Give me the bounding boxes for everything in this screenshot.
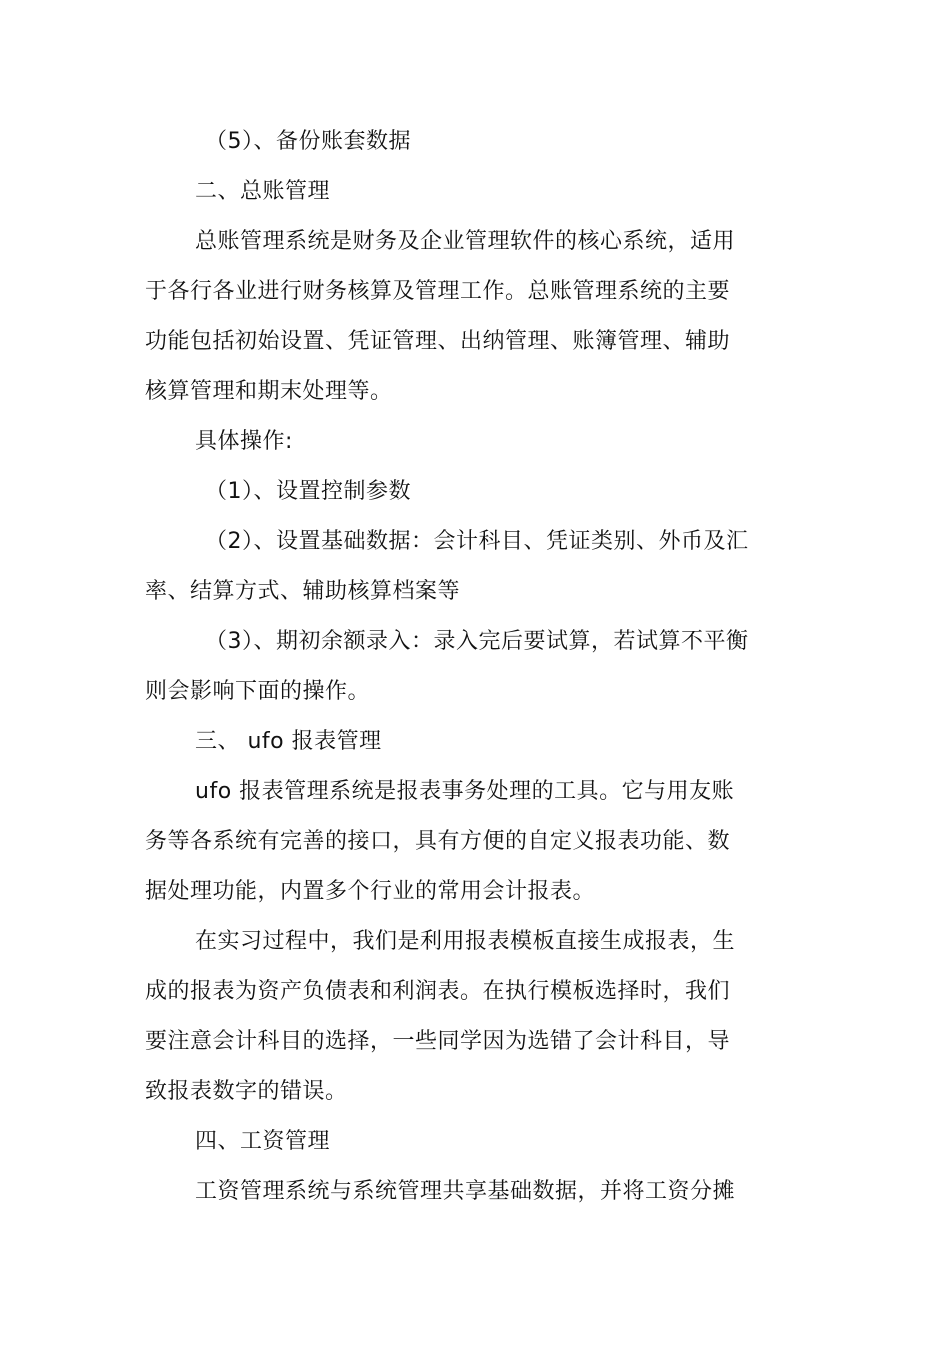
- list-item: （3）、期初余额录入：录入完后要试算，若试算不平衡: [205, 629, 749, 654]
- paragraph-line: 具体操作:: [195, 429, 293, 454]
- paragraph-line: 务等各系统有完善的接口，具有方便的自定义报表功能、数: [145, 829, 731, 854]
- list-item: （2）、设置基础数据：会计科目、凭证类别、外币及汇: [205, 529, 749, 554]
- paragraph-line: 核算管理和期末处理等。: [145, 379, 393, 404]
- paragraph-line: 工资管理系统与系统管理共享基础数据，并将工资分摊: [195, 1179, 736, 1204]
- paragraph-line: 要注意会计科目的选择，一些同学因为选错了会计科目，导: [145, 1029, 731, 1054]
- item-5-backup: （5）、备份账套数据: [205, 129, 411, 154]
- paragraph-line: 致报表数字的错误。: [145, 1079, 348, 1104]
- paragraph-line: ufo 报表管理系统是报表事务处理的工具。它与用友账: [195, 779, 735, 804]
- paragraph-line: 据处理功能，内置多个行业的常用会计报表。: [145, 879, 596, 904]
- section-heading-ufo-reports: 三、 ufo 报表管理: [195, 729, 382, 754]
- paragraph-line: 成的报表为资产负债表和利润表。在执行模板选择时，我们: [145, 979, 731, 1004]
- paragraph-line: 率、结算方式、辅助核算档案等: [145, 579, 461, 604]
- section-heading-payroll: 四、工资管理: [195, 1129, 331, 1154]
- paragraph-line: 功能包括初始设置、凭证管理、出纳管理、账簿管理、辅助: [145, 329, 731, 354]
- paragraph-line: 于各行各业进行财务核算及管理工作。总账管理系统的主要: [145, 279, 731, 304]
- list-item: （1）、设置控制参数: [205, 479, 411, 504]
- paragraph-line: 在实习过程中，我们是利用报表模板直接生成报表，生: [195, 929, 736, 954]
- section-heading-general-ledger: 二、总账管理: [195, 179, 331, 204]
- paragraph-line: 总账管理系统是财务及企业管理软件的核心系统，适用: [195, 229, 736, 254]
- paragraph-line: 则会影响下面的操作。: [145, 679, 371, 704]
